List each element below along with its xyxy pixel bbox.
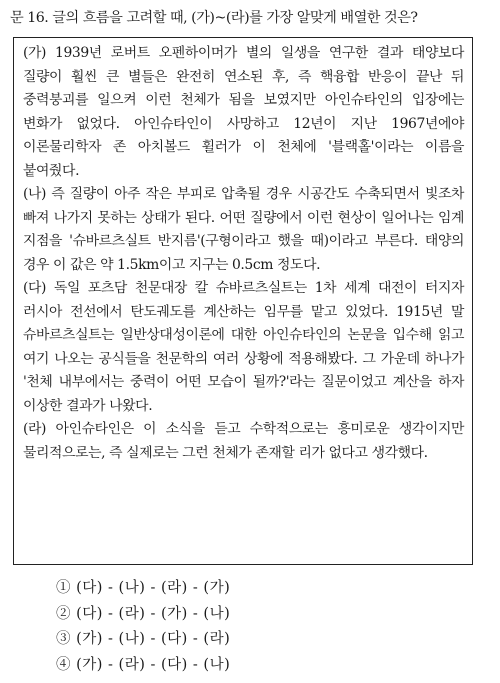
question-stem: 문 16. 글의 흐름을 고려할 때, (가)~(라)를 가장 알맞게 배열한 것은? — [10, 10, 418, 26]
paragraph-na: (나) 즉 질량이 아주 작은 부피로 압축될 경우 시공간도 수축되면서 빛조차 빠져 나가지 못하는 상태가 된다. 어떤 질량에서 이런 현상이 일어나는 임계 지점을 '슈바르츠실트 반지름'(구형이라고 했을 때)이라고 부른다. 태양의 경우 이 값은 약 1.5km이고 지구는 0.5cm 정도다. — [23, 186, 464, 273]
choice-2[interactable]: ② (다) - (라) - (가) - (나) — [56, 605, 231, 622]
answer-choices — [56, 576, 356, 678]
choice-4[interactable]: ④ (가) - (라) - (다) - (나) — [56, 656, 231, 673]
paragraph-da: (다) 독일 포츠담 천문대장 칼 슈바르츠실트는 1차 세계 대전이 터지자 러시아 전선에서 탄도궤도를 계산하는 임무를 맡고 있었다. 1915년 말 슈바르츠실트는 일반상대성이론에 대한 아인슈타인의 논문을 입수해 읽고 여기 나오는 공식들을 천문학의 여러 상황에 적용해봤다. 그 가운데 하나가 '천체 내부에서는 중력이 어떤 모습이 될까?'라는 질문이었고 계산을 하자 이상한 결과가 나왔다. — [23, 280, 464, 414]
paragraph-ra: (라) 아인슈타인은 이 소식을 듣고 수학적으로는 흥미로운 생각이지만 물리적으로는, 즉 실제로는 그런 천체가 존재할 리가 없다고 생각했다. — [23, 421, 464, 461]
choice-1[interactable]: ① (다) - (나) - (라) - (가) — [56, 580, 231, 596]
paragraph-ga: (가) 1939년 로버트 오펜하이머가 별의 일생을 연구한 결과 태양보다 질량이 훨씬 큰 별들은 완전히 연소된 후, 즉 핵융합 반응이 끝난 뒤 중력붕괴를 일으켜 이런 천체가 됨을 보였지만 아인슈타인의 입장에는 변화가 없었다. 아인슈타인이 사망하고 12년이 지난 1967년에야 이론물리학자 존 아치볼드 휠러가 이 천체에 '블랙홀'이라는 이름을 붙여줬다. — [23, 45, 464, 179]
choice-3[interactable]: ③ (가) - (나) - (다) - (라) — [56, 631, 231, 647]
passage-box — [13, 37, 473, 565]
